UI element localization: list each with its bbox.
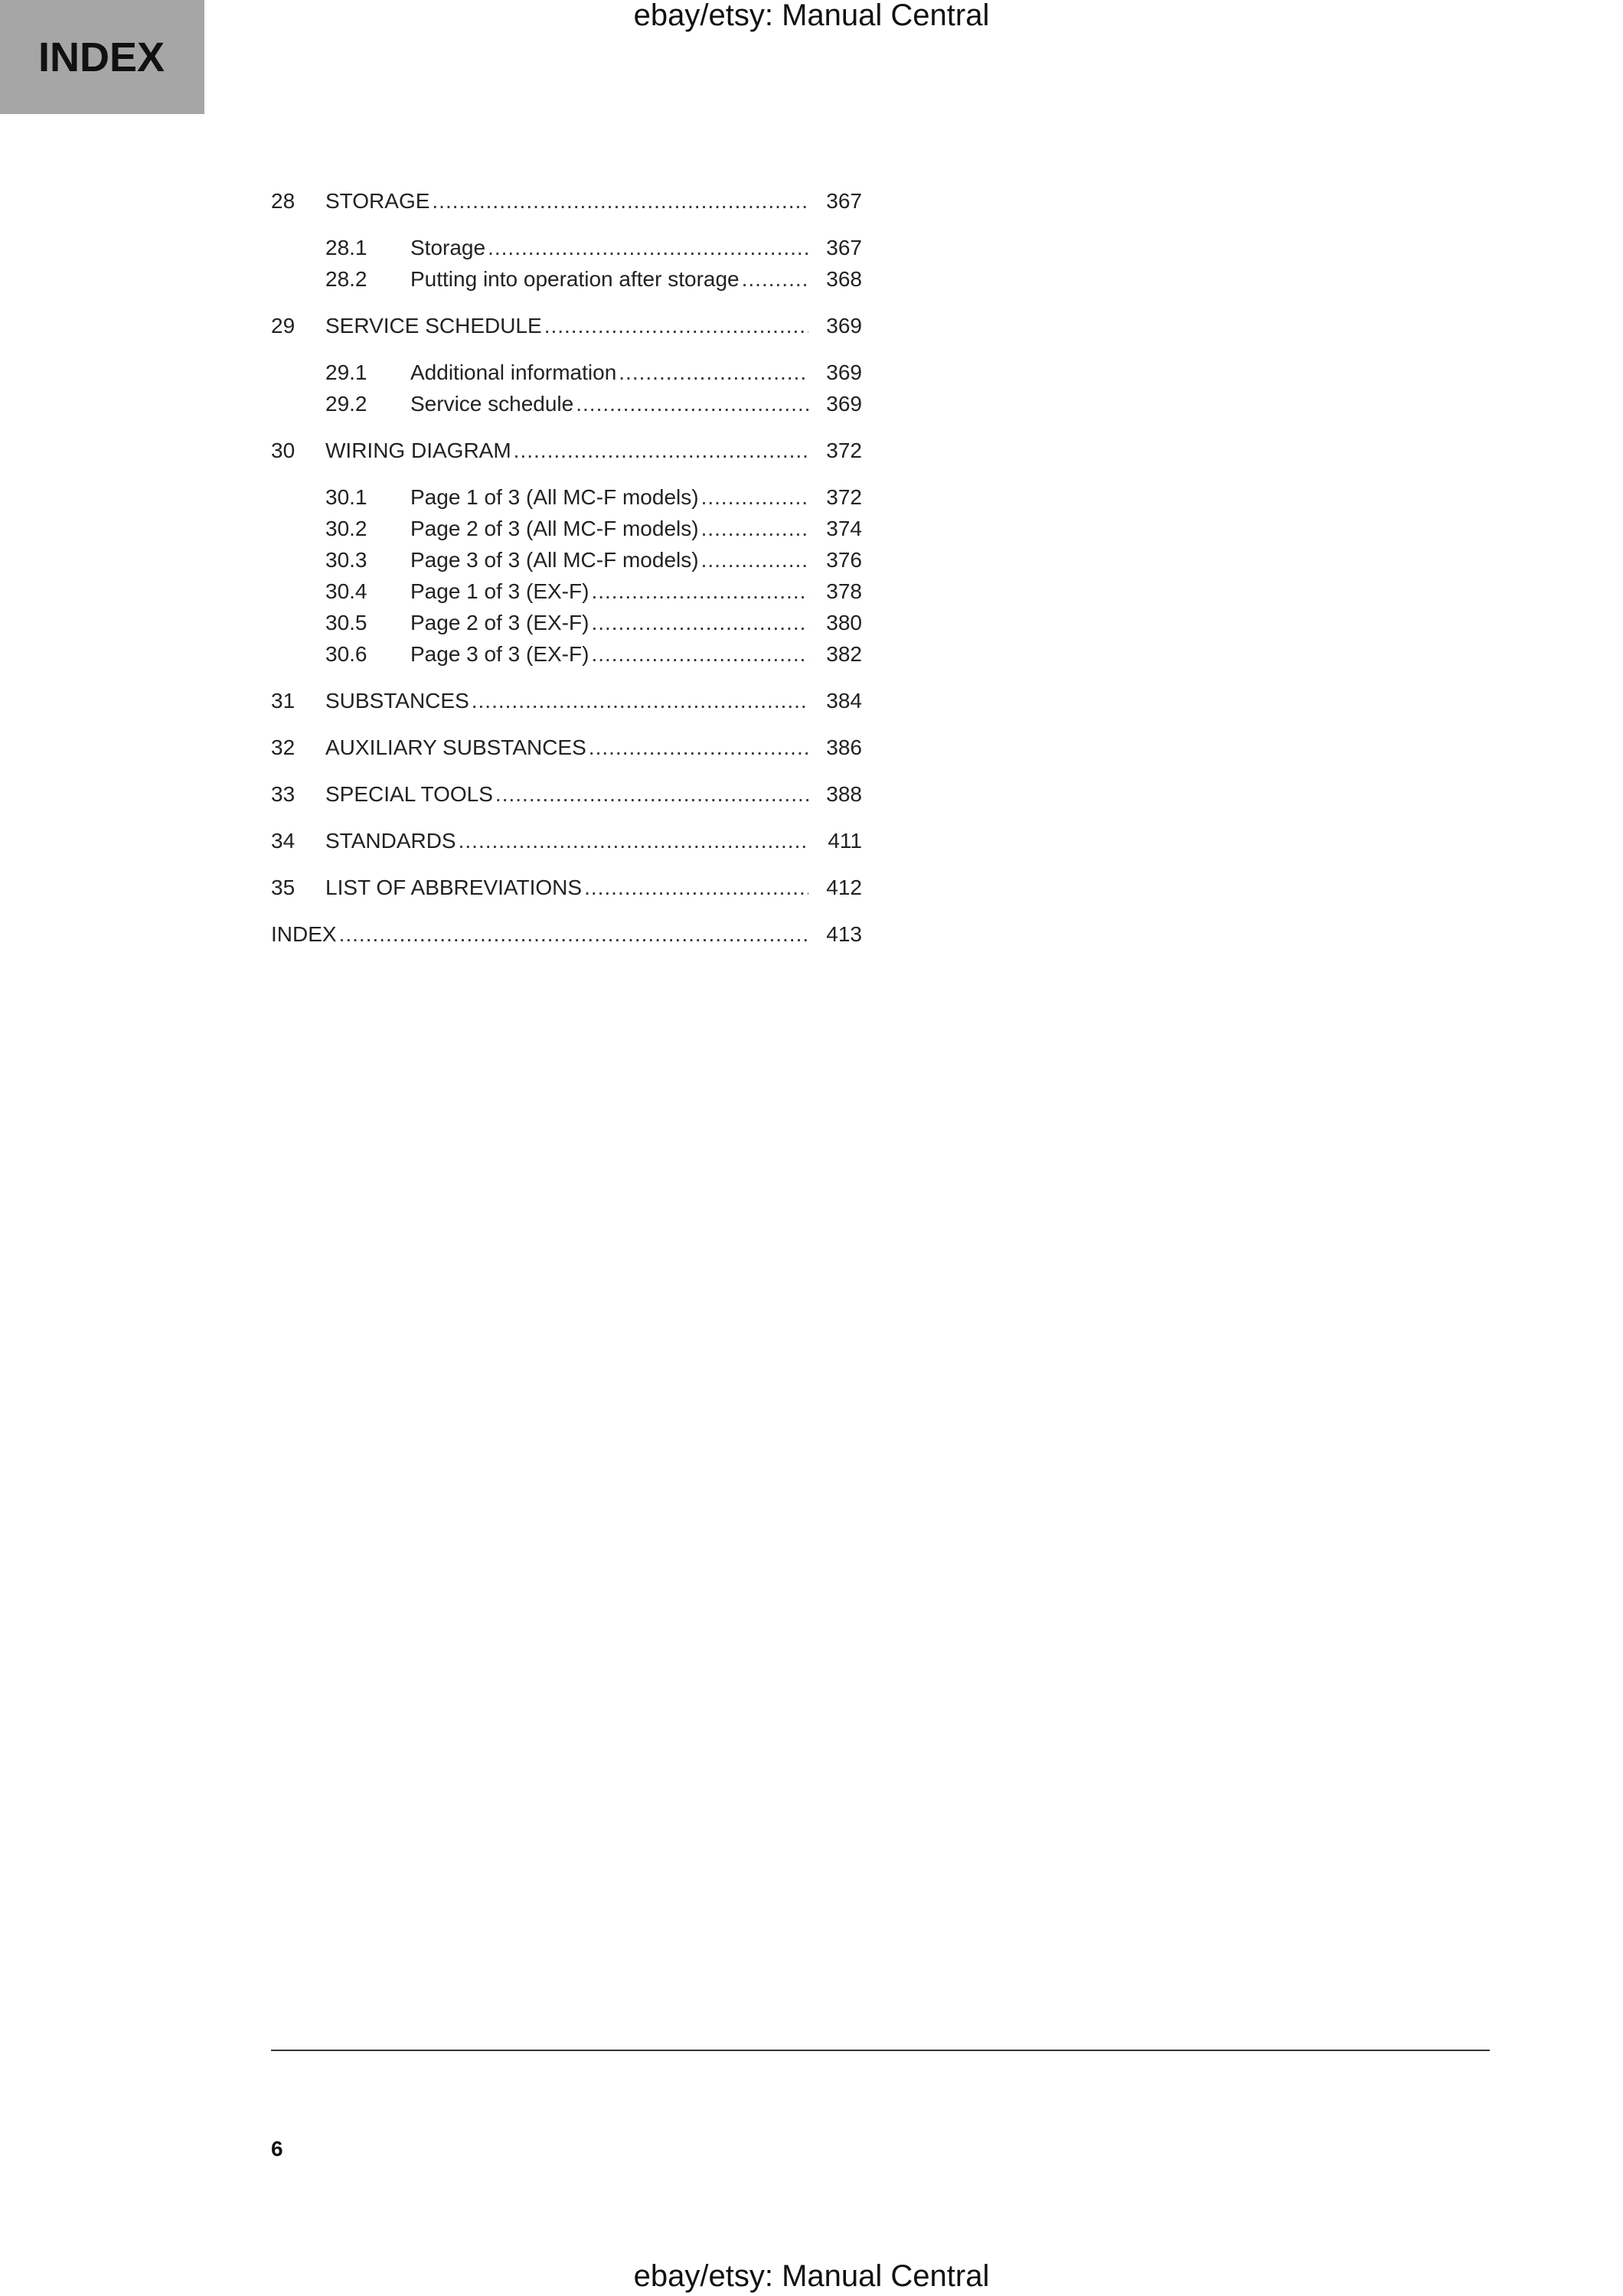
toc-entry-page: 369 <box>826 314 862 338</box>
toc-entry-number: 30.5 <box>325 611 367 634</box>
toc-entry-title: Putting into operation after storage <box>410 267 740 291</box>
toc-entry-page: 369 <box>826 360 862 384</box>
toc-entry[interactable] <box>271 685 862 716</box>
toc-entry-title: SPECIAL TOOLS <box>325 782 493 806</box>
toc-entry-page: 372 <box>826 439 862 462</box>
toc-leader <box>589 732 808 763</box>
toc-entry-page: 369 <box>826 392 862 416</box>
toc-entry-title: Page 3 of 3 (All MC-F models) <box>410 548 699 572</box>
toc-entry-number: 35 <box>271 876 296 899</box>
toc-entry-page: 368 <box>826 267 862 291</box>
toc-entry-page: 367 <box>826 189 862 213</box>
toc-entry-number: 29.1 <box>325 360 367 384</box>
toc-entry-number: 28.2 <box>325 267 367 291</box>
toc-leader <box>584 872 808 903</box>
toc-entry-page: 388 <box>826 782 862 806</box>
toc-leader <box>495 778 808 810</box>
toc-entry-number: 30.2 <box>325 517 367 540</box>
toc-entry[interactable] <box>271 732 862 763</box>
toc-entry-page: 413 <box>826 922 862 946</box>
toc-entry-number: 33 <box>271 782 296 806</box>
toc-leader <box>701 481 808 513</box>
toc-entry-title: STANDARDS <box>325 829 456 853</box>
toc-entry-title: WIRING DIAGRAM <box>325 439 511 462</box>
toc-entry-title: Page 2 of 3 (All MC-F models) <box>410 517 699 540</box>
toc-entry-number: 29 <box>271 314 296 338</box>
toc-entry-page: 367 <box>826 236 862 259</box>
toc-entry-title: Additional information <box>410 360 617 384</box>
toc-entry[interactable] <box>271 263 862 295</box>
toc-entry-page: 380 <box>826 611 862 634</box>
toc-entry-number: 28 <box>271 189 296 213</box>
toc-entry-number: 29.2 <box>325 392 367 416</box>
toc-leader <box>701 513 808 544</box>
toc-leader <box>472 685 808 716</box>
toc-entry-page: 382 <box>826 642 862 666</box>
toc-entry-title: LIST OF ABBREVIATIONS <box>325 876 583 899</box>
toc-entry-page: 374 <box>826 517 862 540</box>
toc-leader <box>591 576 808 607</box>
toc-entry-title: AUXILIARY SUBSTANCES <box>325 735 586 759</box>
toc-entry-number: 30.1 <box>325 485 367 509</box>
toc-entry-title: Page 1 of 3 (EX-F) <box>410 579 589 603</box>
toc-entry-number: 32 <box>271 735 296 759</box>
toc-leader <box>619 357 808 388</box>
toc-leader <box>339 918 808 950</box>
toc-leader <box>459 825 808 856</box>
toc-entry-number: 34 <box>271 829 296 853</box>
toc-leader <box>591 607 808 638</box>
toc-entry-title: SERVICE SCHEDULE <box>325 314 542 338</box>
toc-entry[interactable] <box>271 435 862 466</box>
toc-entry-title: Page 1 of 3 (All MC-F models) <box>410 485 699 509</box>
toc-entry-title: Storage <box>410 236 486 259</box>
table-of-contents <box>271 185 862 950</box>
toc-entry[interactable] <box>271 388 862 419</box>
toc-entry[interactable] <box>271 481 862 513</box>
toc-entry[interactable] <box>271 825 862 856</box>
toc-entry[interactable] <box>271 232 862 263</box>
toc-leader <box>432 185 808 217</box>
watermark-top: ebay/etsy: Manual Central <box>633 0 990 32</box>
toc-entry-page: 412 <box>826 876 862 899</box>
toc-entry[interactable] <box>271 544 862 576</box>
toc-entry-title: STORAGE <box>325 189 430 213</box>
toc-leader <box>544 310 808 341</box>
toc-entry-number: 30 <box>271 439 296 462</box>
toc-entry-page: 376 <box>826 548 862 572</box>
toc-entry[interactable] <box>271 185 862 217</box>
watermark-bottom: ebay/etsy: Manual Central <box>633 2259 990 2293</box>
toc-leader <box>591 638 808 670</box>
toc-leader <box>488 232 808 263</box>
toc-entry-title: SUBSTANCES <box>325 689 469 713</box>
toc-entry[interactable] <box>271 607 862 638</box>
toc-entry-number: 30.6 <box>325 642 367 666</box>
toc-entry[interactable] <box>271 310 862 341</box>
toc-leader <box>514 435 808 466</box>
toc-leader <box>701 544 808 576</box>
toc-entry-title: Page 3 of 3 (EX-F) <box>410 642 589 666</box>
toc-entry-number: 30.3 <box>325 548 367 572</box>
toc-entry-page: 386 <box>826 735 862 759</box>
toc-entry-title: INDEX <box>271 922 337 946</box>
toc-entry[interactable] <box>271 513 862 544</box>
toc-entry-page: 378 <box>826 579 862 603</box>
toc-entry-title: Service schedule <box>410 392 574 416</box>
toc-entry-page: 372 <box>826 485 862 509</box>
toc-entry[interactable] <box>271 576 862 607</box>
toc-entry-title: Page 2 of 3 (EX-F) <box>410 611 589 634</box>
toc-entry-page: 411 <box>828 829 862 853</box>
toc-entry[interactable] <box>271 918 862 950</box>
toc-entry-page: 384 <box>826 689 862 713</box>
page-number: 6 <box>271 2137 283 2161</box>
toc-entry[interactable] <box>271 778 862 810</box>
footer-divider <box>271 2050 1490 2051</box>
toc-entry-number: 30.4 <box>325 579 367 603</box>
toc-entry-number: 28.1 <box>325 236 367 259</box>
toc-entry-number: 31 <box>271 689 296 713</box>
toc-leader <box>576 388 808 419</box>
section-tab-label: INDEX <box>38 34 165 80</box>
toc-leader <box>742 263 808 295</box>
toc-entry[interactable] <box>271 872 862 903</box>
toc-entry[interactable] <box>271 357 862 388</box>
toc-entry[interactable] <box>271 638 862 670</box>
